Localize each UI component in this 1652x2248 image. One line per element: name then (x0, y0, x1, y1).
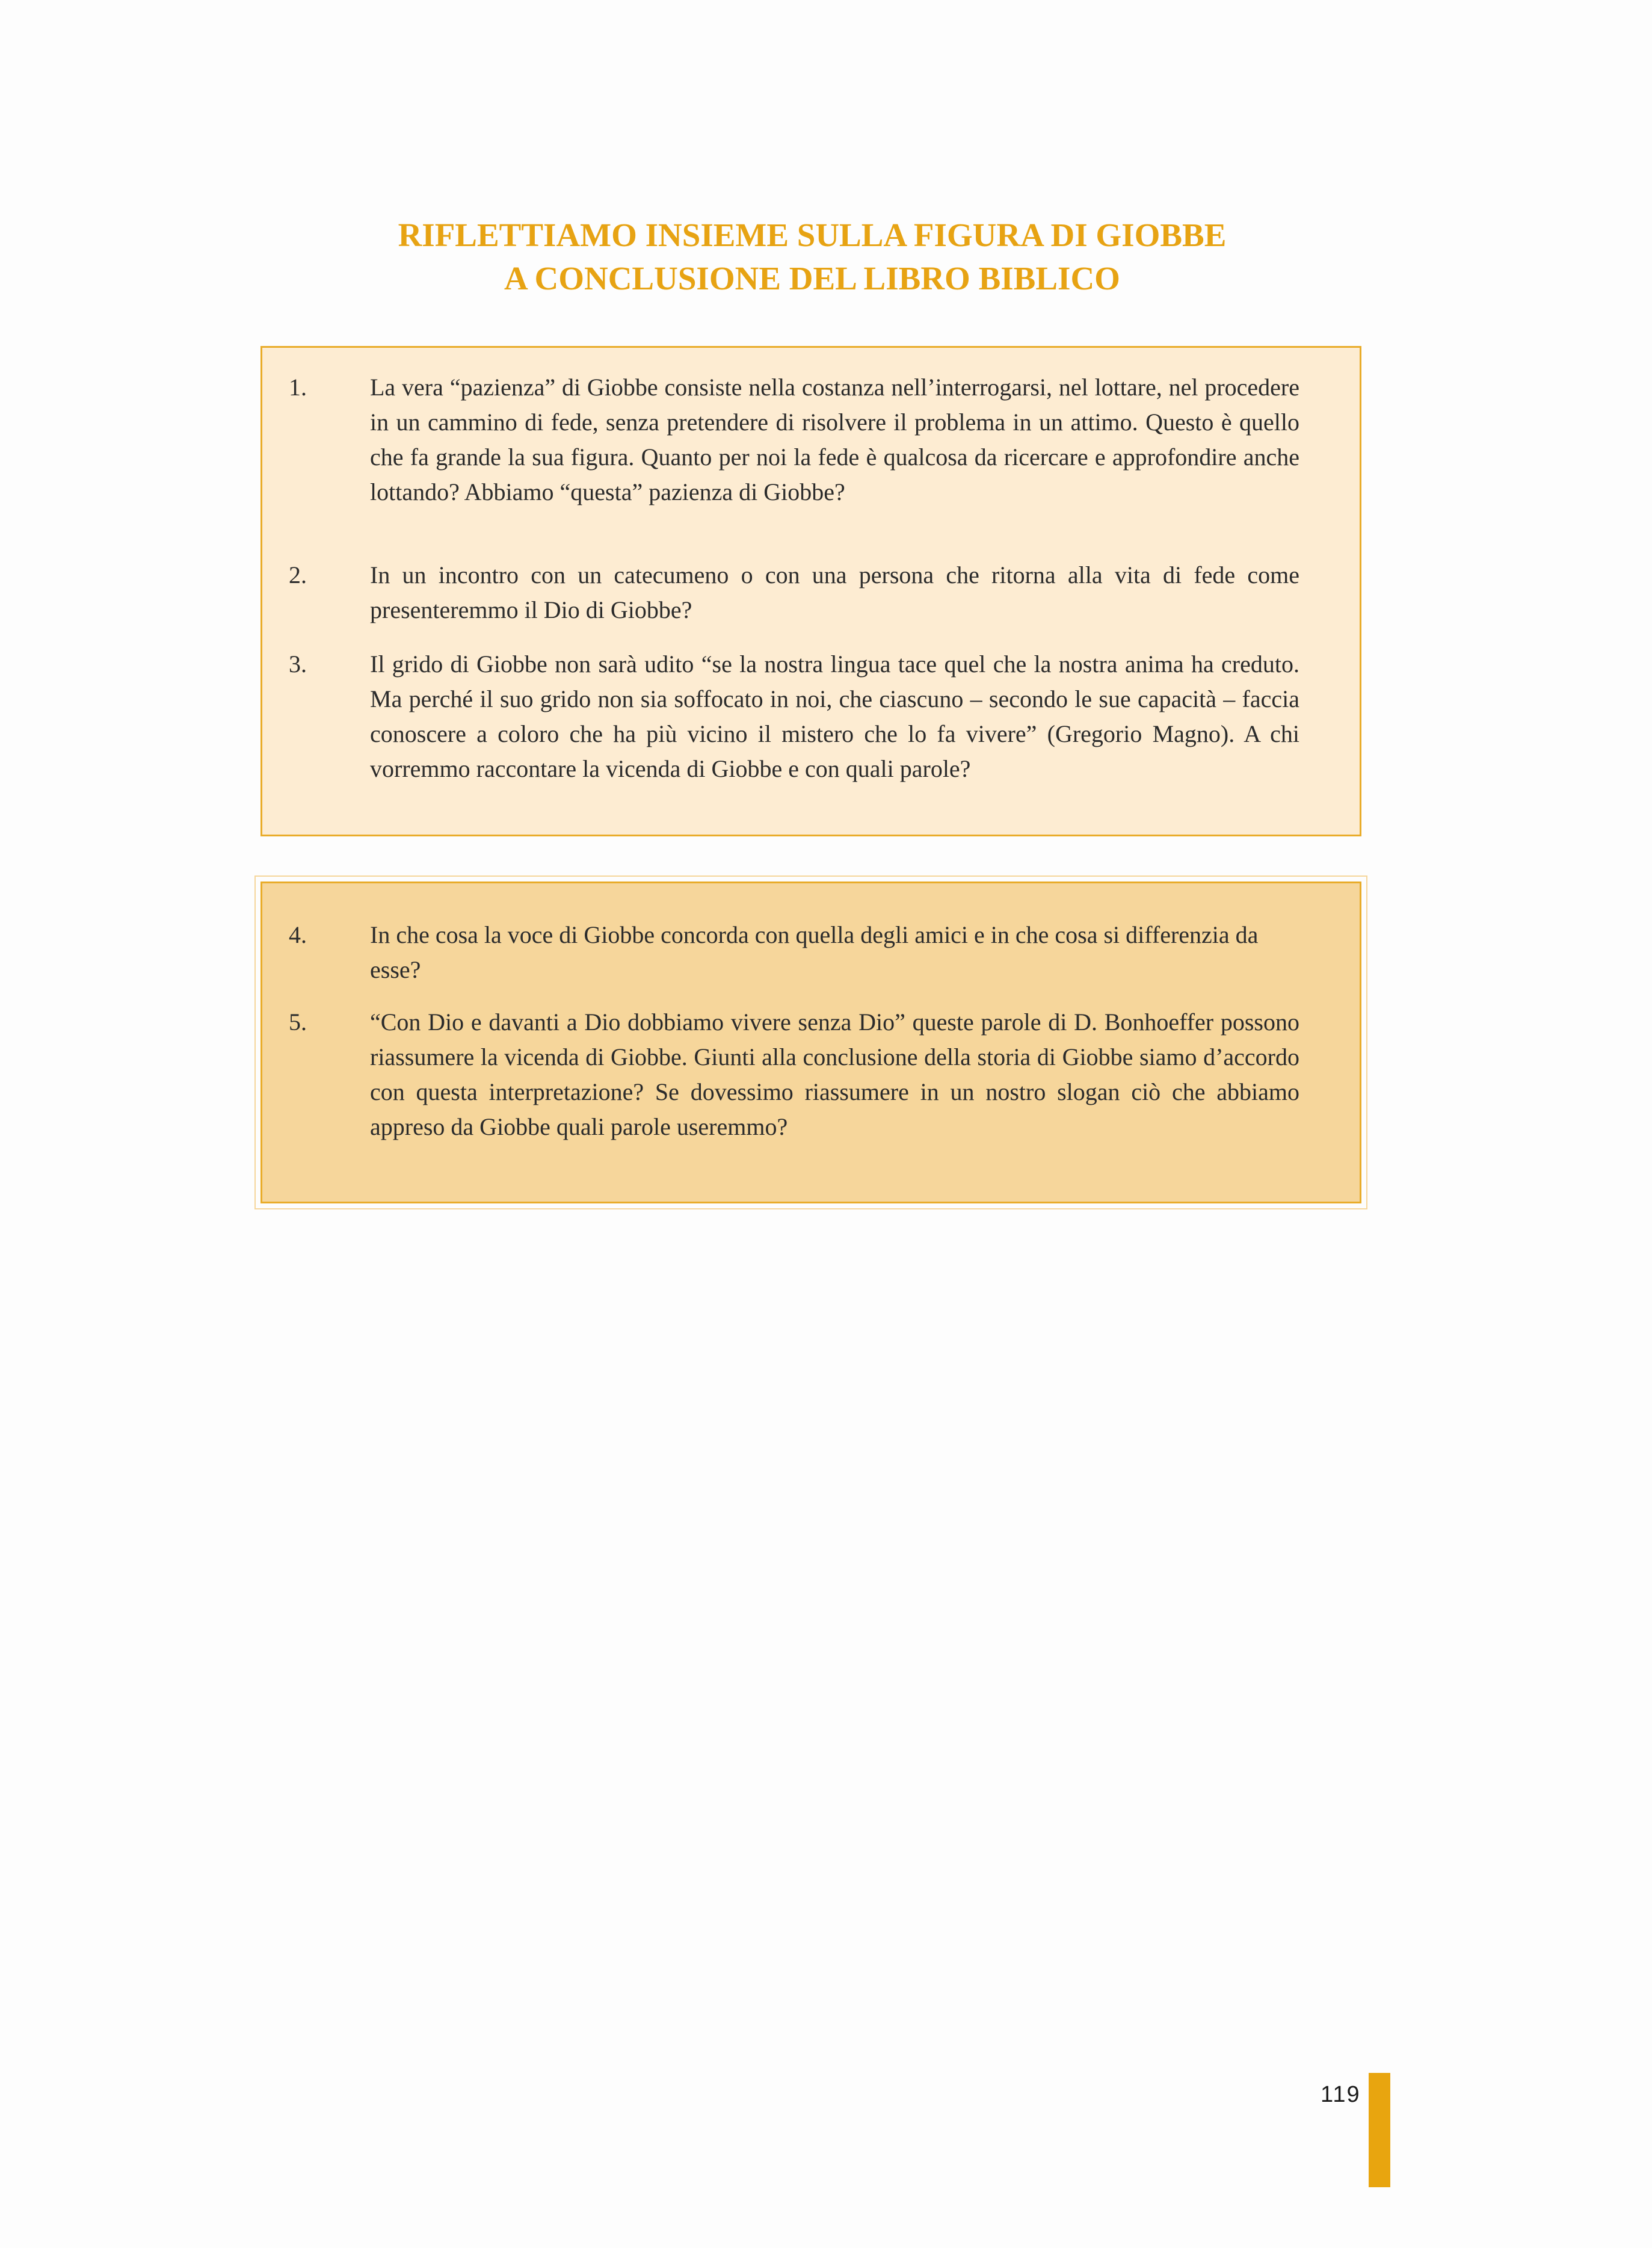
question-item-3 (289, 647, 1299, 786)
question-text: In che cosa la voce di Giobbe concorda con quella degli amici e in che cosa si differenzia da esse? (370, 921, 1259, 983)
question-item-1 (289, 370, 1299, 510)
question-number: 1. (289, 374, 307, 401)
question-number: 2. (289, 561, 307, 588)
question-item-2 (289, 558, 1299, 628)
page-number-bar (1369, 2073, 1390, 2187)
question-text: Il grido di Giobbe non sarà udito “se la nostra lingua tace quel che la nostra anima ha creduto. Ma perché il suo grido non sia soffocato in noi, che ciascuno – secondo le sue capacità – faccia conoscere a coloro che ha più vicino il mistero che lo fa vivere” (Gregorio Magno). A chi vorremmo raccontare la vicenda di Giobbe e con quali parole? (370, 650, 1299, 782)
question-number: 4. (289, 921, 307, 948)
question-item-4 (289, 918, 1299, 987)
page-title (253, 214, 1372, 300)
page-number: 119 (1321, 2082, 1361, 2107)
question-item-5 (289, 1005, 1299, 1144)
page-title-line-2: A CONCLUSIONE DEL LIBRO BIBLICO (504, 260, 1120, 297)
question-number: 5. (289, 1008, 307, 1036)
question-text: La vera “pazienza” di Giobbe consiste nella costanza nell’interrogarsi, nel lottare, nel procedere in un cammino di fede, senza pretendere di risolvere il problema in un attimo. Questo è quello che fa grande la sua figura. Quanto per noi la fede è qualcosa da ricercare e approfondire anche lottando? Abbiamo “questa” pazienza di Giobbe? (370, 374, 1299, 505)
question-text: In un incontro con un catecumeno o con una persona che ritorna alla vita di fede come presenteremmo il Dio di Giobbe? (370, 561, 1299, 623)
page-title-line-1: RIFLETTIAMO INSIEME SULLA FIGURA DI GIOBBE (398, 217, 1227, 253)
question-number: 3. (289, 650, 307, 678)
question-text: “Con Dio e davanti a Dio dobbiamo vivere senza Dio” queste parole di D. Bonhoeffer possono riassumere la vicenda di Giobbe. Giunti alla conclusione della storia di Giobbe siamo d’accordo con questa interpretazione? Se dovessimo riassumere in un nostro slogan ciò che abbiamo appreso da Giobbe quali parole useremmo? (370, 1008, 1299, 1140)
